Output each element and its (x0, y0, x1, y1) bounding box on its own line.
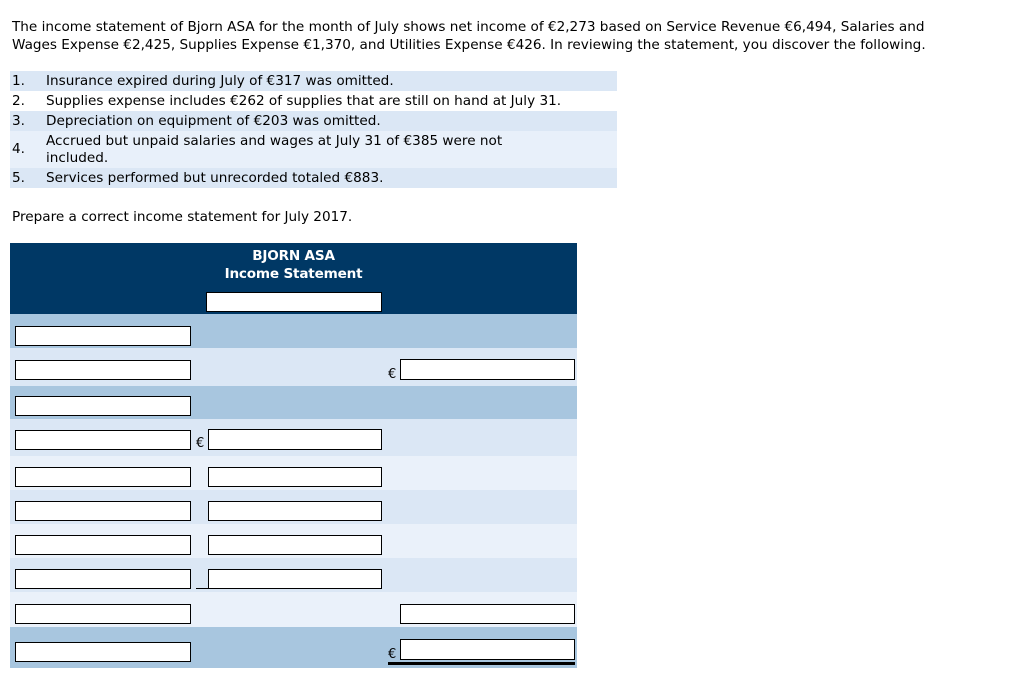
currency-symbol: € (388, 647, 397, 662)
row8-label-input[interactable] (15, 569, 191, 589)
row1-label-input[interactable] (15, 326, 191, 346)
row4-amount-input[interactable] (208, 429, 382, 450)
row6-amount-input[interactable] (208, 501, 382, 521)
item-number: 4. (10, 131, 44, 168)
item-number: 5. (10, 168, 44, 188)
statement-row (10, 456, 577, 490)
statement-row (10, 627, 577, 668)
row6-label-input[interactable] (15, 501, 191, 521)
currency-symbol: € (196, 436, 205, 451)
statement-row (10, 524, 577, 558)
row7-amount-input[interactable] (208, 535, 382, 555)
underline (196, 588, 208, 589)
row8-amount-input[interactable] (208, 569, 382, 589)
list-item (10, 111, 617, 131)
net-income-amount-input[interactable] (400, 639, 575, 660)
row7-label-input[interactable] (15, 535, 191, 555)
problem-intro (12, 18, 1017, 54)
intro-line-2: Wages Expense €2,425, Supplies Expense €1,370, and Utilities Expense €426. In reviewing the statement, you discover the following. (12, 37, 926, 53)
statement-row (10, 386, 577, 419)
instruction-text: Prepare a correct income statement for July 2017. (12, 209, 353, 225)
item-text-line-2: included. (46, 149, 109, 166)
row2-amount-input[interactable] (400, 359, 575, 380)
row10-label-input[interactable] (15, 642, 191, 662)
item-text: Depreciation on equipment of €203 was omitted. (44, 111, 617, 131)
row9-label-input[interactable] (15, 604, 191, 624)
statement-title: Income Statement (224, 266, 363, 282)
item-number: 2. (10, 91, 44, 111)
list-item (10, 71, 617, 91)
item-text-line-1: Accrued but unpaid salaries and wages at July 31 of €385 were not (46, 132, 503, 149)
period-input[interactable] (206, 292, 382, 312)
row3-label-input[interactable] (15, 396, 191, 416)
row4-label-input[interactable] (15, 430, 191, 450)
item-text: Services performed but unrecorded totaled €883. (44, 168, 617, 188)
income-statement-form (10, 243, 577, 668)
row5-amount-input[interactable] (208, 467, 382, 487)
row5-label-input[interactable] (15, 467, 191, 487)
statement-row (10, 348, 577, 386)
item-number: 3. (10, 111, 44, 131)
intro-line-1: The income statement of Bjorn ASA for the month of July shows net income of €2,273 based on Service Revenue €6,494, Salaries and (12, 19, 925, 35)
currency-symbol: € (388, 367, 397, 382)
statement-row (10, 419, 577, 456)
row9-amount-input[interactable] (400, 604, 575, 624)
double-underline (388, 662, 575, 665)
item-number: 1. (10, 71, 44, 91)
findings-list (10, 71, 617, 188)
list-item (10, 131, 617, 168)
item-text: Insurance expired during July of €317 was omitted. (44, 71, 617, 91)
list-item (10, 168, 617, 188)
statement-row (10, 490, 577, 524)
statement-row (10, 592, 577, 627)
row2-label-input[interactable] (15, 360, 191, 380)
item-text (44, 131, 617, 168)
statement-header (10, 243, 577, 314)
statement-row (10, 558, 577, 592)
list-item (10, 91, 617, 111)
statement-row (10, 314, 577, 348)
company-name: BJORN ASA (252, 248, 335, 264)
item-text: Supplies expense includes €262 of supplies that are still on hand at July 31. (44, 91, 617, 111)
